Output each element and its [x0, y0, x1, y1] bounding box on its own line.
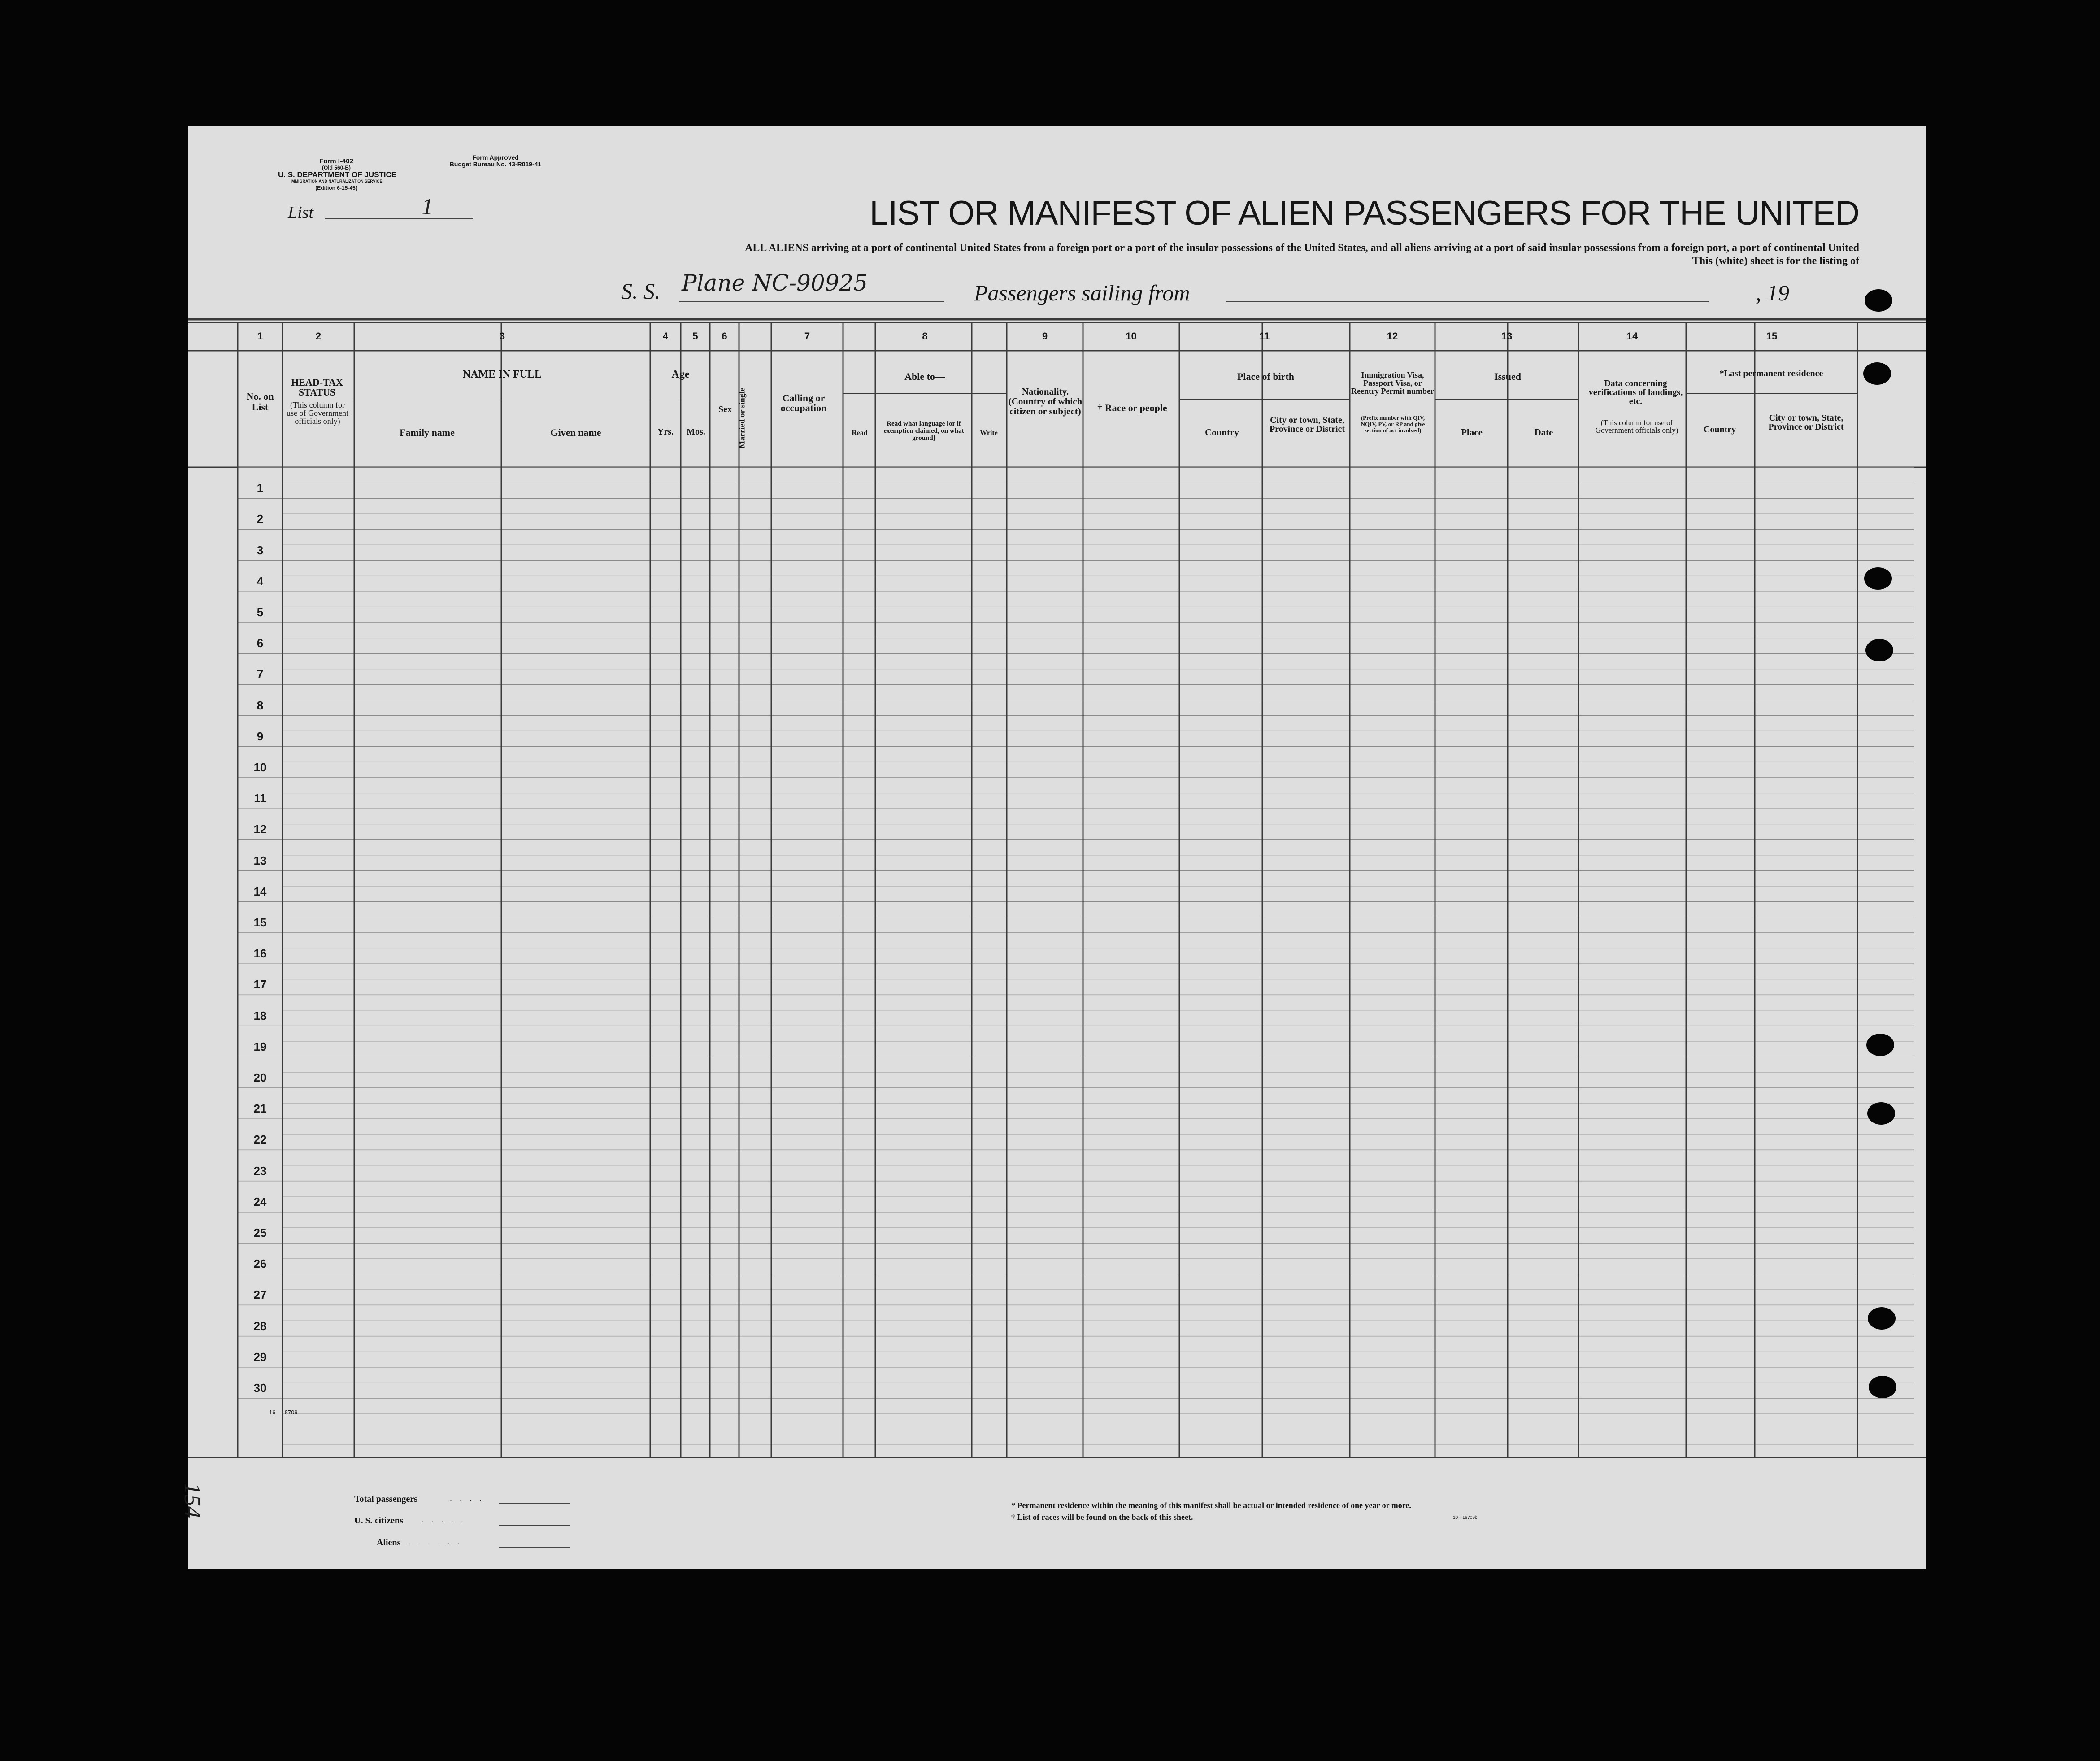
list-label: List — [288, 203, 314, 222]
header-pob-city: City or town, State, Province or District — [1269, 415, 1345, 434]
sailing-from-underline — [1226, 301, 1709, 302]
ss-label: S. S. — [621, 278, 661, 304]
list-number-handwritten: 1 — [422, 194, 433, 220]
header-able-to: Able to— — [904, 371, 945, 382]
column-number: 10 — [1126, 330, 1137, 342]
us-citizens-dots: . . . . . — [422, 1515, 466, 1525]
binder-hole — [1868, 1307, 1896, 1330]
form-number: Form I-402 — [319, 157, 353, 165]
header-race-or-people: † Race or people — [1097, 402, 1167, 413]
row-number: 20 — [253, 1071, 267, 1084]
header-issued: Issued — [1494, 371, 1521, 382]
header-given-name: Given name — [550, 427, 601, 438]
row-number: 23 — [253, 1164, 267, 1178]
row-number: 1 — [257, 481, 264, 495]
row-number: 26 — [253, 1257, 267, 1271]
header-data-note: (This column for use of Government officials only) — [1595, 418, 1678, 435]
service-name: IMMIGRATION AND NATURALIZATION SERVICE — [290, 179, 383, 183]
column-number: 8 — [922, 330, 928, 342]
aliens-dots: . . . . . . — [408, 1537, 462, 1547]
row-number: 28 — [253, 1319, 267, 1333]
binder-hole — [1864, 567, 1892, 590]
ruled-grid — [188, 126, 1926, 1569]
subtitle-line-1: ALL ALIENS arriving at a port of continental United States from a foreign port or a port of the insular possessions of the United States, and all aliens arriving at a port of said insular possessions from a foreign port, a port of continental United — [745, 242, 1859, 254]
aliens-line — [499, 1547, 570, 1548]
header-nationality: Nationality. (Country of which citizen or subject) — [1008, 386, 1083, 417]
row-number: 24 — [253, 1195, 267, 1209]
header-calling-occupation: Calling or occupation — [780, 392, 827, 413]
header-last-residence: *Last permanent residence — [1719, 369, 1823, 378]
header-name-in-full: NAME IN FULL — [462, 369, 542, 380]
header-sex: Sex — [718, 404, 732, 414]
row-number: 12 — [253, 822, 267, 836]
row-number: 10 — [253, 761, 267, 774]
binder-hole — [1866, 1034, 1894, 1056]
header-pob-country: Country — [1205, 427, 1239, 438]
binder-hole — [1865, 289, 1892, 312]
header-age-yrs: Yrs. — [657, 427, 674, 437]
header-no-on-list: No. on List — [246, 391, 274, 413]
printer-code-2: 10—16709b — [1453, 1515, 1478, 1520]
header-lr-country: Country — [1703, 425, 1736, 435]
list-underline — [325, 218, 473, 219]
row-number: 2 — [257, 512, 264, 526]
form-approved: Form Approved — [472, 154, 519, 161]
header-head-tax-note: (This column for use of Government officials only) — [287, 400, 348, 426]
sailing-from-label: Passengers sailing from — [974, 280, 1190, 305]
row-number: 29 — [253, 1350, 267, 1364]
printer-code: 16—18709 — [269, 1409, 298, 1416]
column-number: 13 — [1501, 330, 1513, 342]
row-number: 19 — [253, 1039, 267, 1053]
edition-date: (Edition 6-15-45) — [315, 185, 357, 191]
row-number: 4 — [257, 574, 264, 588]
ss-value-handwritten: Plane NC-90925 — [682, 270, 868, 296]
row-number: 27 — [253, 1288, 267, 1302]
column-number: 1 — [257, 330, 263, 342]
row-number: 7 — [257, 667, 264, 681]
year-prefix: , 19 — [1756, 280, 1789, 305]
row-number: 13 — [253, 853, 267, 867]
binder-hole — [1867, 1102, 1895, 1125]
row-number: 25 — [253, 1226, 267, 1239]
manifest-sheet — [179, 126, 1926, 1569]
subtitle-line-2: This (white) sheet is for the listing of — [1692, 255, 1859, 267]
footnote-races: † List of races will be found on the back of this sheet. — [1011, 1513, 1193, 1522]
page-title: LIST OR MANIFEST OF ALIEN PASSENGERS FOR THE UNITED — [870, 194, 1859, 232]
column-number: 3 — [499, 330, 505, 342]
row-number: 14 — [253, 884, 267, 898]
binder-hole — [1863, 362, 1891, 385]
form-approval-block — [439, 154, 552, 168]
header-issued-place: Place — [1461, 427, 1483, 438]
binder-hole — [1865, 639, 1893, 661]
header-married-or-single: Married or single — [737, 388, 747, 448]
total-passengers-label: Total passengers — [354, 1494, 417, 1504]
row-number: 8 — [257, 698, 264, 712]
aliens-label: Aliens — [377, 1538, 401, 1548]
ss-underline — [679, 301, 944, 302]
row-number: 6 — [257, 636, 264, 650]
header-place-of-birth: Place of birth — [1237, 371, 1295, 382]
us-citizens-line — [499, 1525, 570, 1526]
form-old-number: (Old 560-B) — [322, 165, 351, 171]
form-id-block — [278, 158, 395, 191]
row-number: 15 — [253, 916, 267, 929]
header-write: Write — [980, 429, 998, 437]
header-visa-note: (Prefix number with QIV, NQIV, PV, or RP and give section of act involved) — [1361, 414, 1425, 434]
column-number: 7 — [804, 330, 810, 342]
row-number: 30 — [253, 1381, 267, 1395]
row-number: 5 — [257, 605, 264, 619]
header-head-tax: HEAD-TAX STATUS — [291, 377, 343, 398]
header-visa: Immigration Visa, Passport Visa, or Reentry Permit number — [1351, 370, 1434, 396]
column-number: 11 — [1259, 330, 1270, 342]
header-age-mos: Mos. — [687, 427, 705, 437]
column-number: 9 — [1042, 330, 1048, 342]
row-number: 18 — [253, 1009, 267, 1022]
department-name: U. S. DEPARTMENT OF JUSTICE — [278, 170, 397, 179]
budget-bureau: Budget Bureau No. 43-R019-41 — [449, 161, 542, 168]
row-number: 22 — [253, 1133, 267, 1147]
header-lr-city: City or town, State, Province or District — [1768, 413, 1844, 432]
row-number: 9 — [257, 729, 264, 743]
total-passengers-dots: . . . . — [450, 1493, 484, 1503]
row-number: 17 — [253, 978, 267, 991]
binder-hole — [1869, 1376, 1896, 1398]
margin-number-handwritten: 154 — [179, 1483, 205, 1518]
header-read-what-language: Read what language [or if exemption claimed, on what ground] — [883, 420, 964, 442]
header-family-name: Family name — [400, 427, 455, 438]
column-number: 12 — [1387, 330, 1398, 342]
footnote-permanent-residence: * Permanent residence within the meaning of this manifest shall be actual or intended residence of one year or more. — [1011, 1501, 1411, 1510]
column-number: 2 — [315, 330, 322, 342]
column-number: 5 — [692, 330, 698, 342]
column-number: 6 — [722, 330, 727, 342]
header-data-concerning: Data concerning verifications of landings, etc. — [1588, 378, 1683, 406]
column-number: 14 — [1626, 330, 1638, 342]
column-number: 15 — [1766, 330, 1778, 342]
header-age: Age — [671, 369, 690, 380]
row-number: 21 — [253, 1102, 267, 1116]
row-number: 3 — [257, 543, 264, 557]
total-passengers-line — [499, 1503, 570, 1504]
row-number: 16 — [253, 947, 267, 961]
header-read: Read — [852, 429, 868, 437]
header-issued-date: Date — [1534, 427, 1553, 438]
us-citizens-label: U. S. citizens — [354, 1516, 403, 1526]
row-number: 11 — [254, 791, 266, 805]
column-number: 4 — [662, 330, 669, 342]
